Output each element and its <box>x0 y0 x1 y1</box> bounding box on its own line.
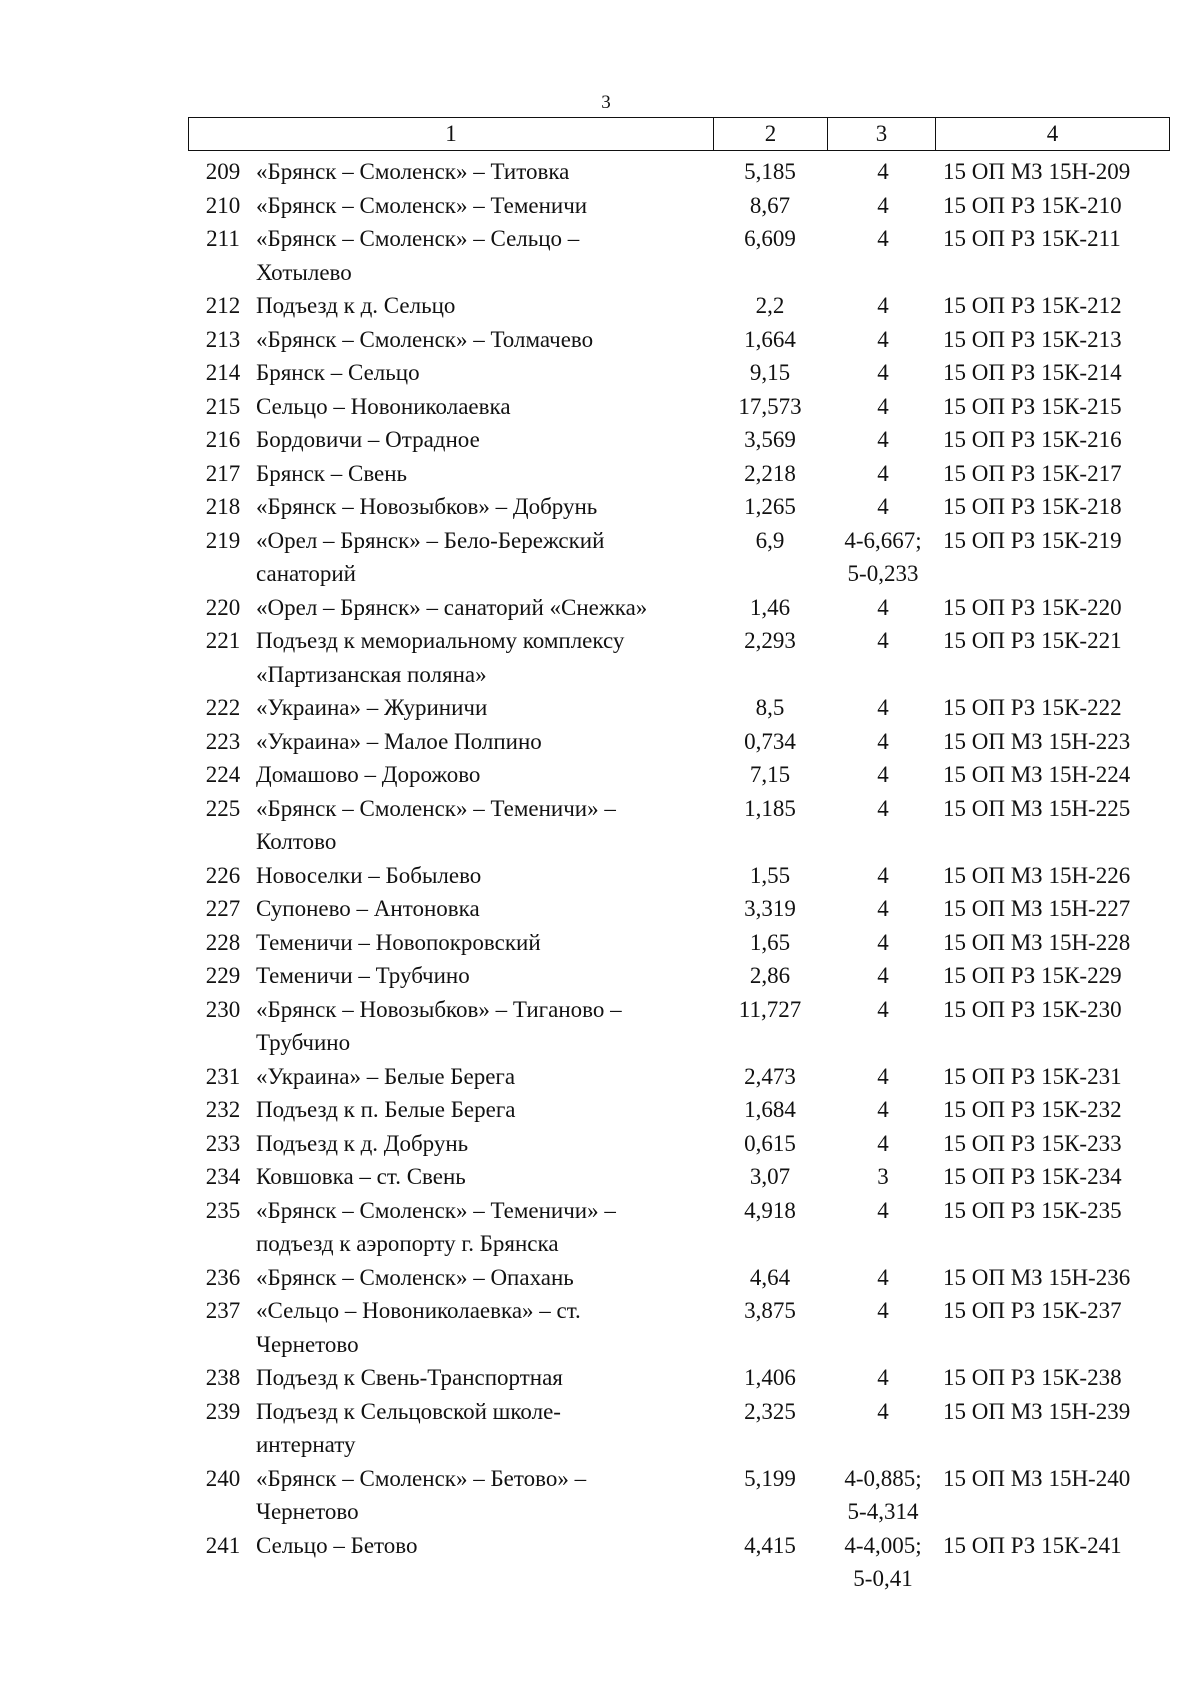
road-code: 15 ОП РЗ 15К-241 <box>943 1532 1122 1558</box>
table-row <box>190 1529 1180 1596</box>
row-number: 230 <box>205 996 241 1022</box>
road-category <box>829 155 937 189</box>
road-name-line: санаторий <box>256 561 356 586</box>
road-name-line: «Брянск – Смоленск» – Толмачево <box>256 326 594 352</box>
road-code: 15 ОП РЗ 15К-218 <box>943 494 1122 519</box>
road-code: 15 ОП МЗ 15Н-223 <box>943 728 1131 754</box>
road-category <box>829 1529 937 1596</box>
road-category <box>829 892 937 926</box>
road-length: 8,67 <box>749 192 791 218</box>
road-code: 15 ОП РЗ 15К-211 <box>943 226 1121 251</box>
road-category-line: 4 <box>877 728 889 754</box>
row-number: 221 <box>205 628 241 653</box>
road-name-line: Брянск – Сельцо <box>256 360 420 385</box>
road-length: 0,734 <box>744 728 796 754</box>
road-name <box>256 323 711 357</box>
road-length: 1,55 <box>749 862 791 888</box>
road-length: 5,199 <box>744 1465 796 1491</box>
road-name-line: «Украина» – Малое Полпино <box>256 728 542 754</box>
road-category-line: 3 <box>877 1164 889 1189</box>
road-category-line: 4 <box>877 1264 889 1290</box>
table-row <box>190 189 1180 223</box>
road-name <box>256 624 711 691</box>
road-category <box>829 725 937 759</box>
row-number: 217 <box>205 460 241 486</box>
road-length: 17,573 <box>738 393 802 419</box>
road-category <box>829 289 937 323</box>
road-name <box>256 591 711 625</box>
road-name-line: «Брянск – Смоленск» – Бетово» – <box>256 1465 587 1491</box>
road-category <box>829 859 937 893</box>
road-name <box>256 1529 711 1596</box>
road-category <box>829 792 937 859</box>
road-category-line: 4 <box>877 762 889 787</box>
road-category-line: 4 <box>877 393 889 419</box>
road-name <box>256 1160 711 1194</box>
road-name-line: Трубчино <box>256 1030 351 1055</box>
road-category <box>829 189 937 223</box>
road-category <box>829 1093 937 1127</box>
road-category-line: 4 <box>877 594 889 620</box>
row-number: 234 <box>205 1164 241 1189</box>
row-number: 223 <box>205 728 241 754</box>
table-row <box>190 1361 1180 1395</box>
road-name-line: «Брянск – Смоленск» – Теменичи <box>256 192 588 218</box>
road-code: 15 ОП РЗ 15К-235 <box>943 1197 1122 1223</box>
road-name-line: Брянск – Свень <box>256 460 408 486</box>
road-length: 3,875 <box>744 1298 796 1323</box>
row-number: 222 <box>205 695 241 720</box>
road-length: 1,65 <box>749 929 791 955</box>
road-name-line: Подъезд к Свень-Транспортная <box>256 1365 563 1390</box>
road-length: 2,325 <box>744 1398 796 1424</box>
road-category-line: 4 <box>877 996 889 1022</box>
table-row <box>190 423 1180 457</box>
row-number: 218 <box>205 494 241 519</box>
road-name-line: Домашово – Дорожово <box>256 762 481 787</box>
road-code: 15 ОП РЗ 15К-213 <box>943 326 1122 352</box>
page-number: 3 <box>601 92 611 113</box>
table-row <box>190 624 1180 691</box>
road-name-line: Подъезд к д. Добрунь <box>256 1130 469 1156</box>
road-code: 15 ОП МЗ 15Н-226 <box>943 862 1131 888</box>
table-row <box>190 1060 1180 1094</box>
road-category <box>829 624 937 691</box>
row-number: 236 <box>205 1264 241 1290</box>
row-number: 213 <box>205 326 241 352</box>
road-category-line: 4 <box>877 1063 889 1089</box>
road-category <box>829 524 937 591</box>
road-name <box>256 155 711 189</box>
road-name <box>256 926 711 960</box>
table-row <box>190 591 1180 625</box>
road-name <box>256 189 711 223</box>
road-name-line: «Орел – Брянск» – Бело-Бережский <box>256 527 605 553</box>
row-number: 239 <box>205 1398 241 1424</box>
road-category <box>829 490 937 524</box>
road-name-line: «Брянск – Новозыбков» – Тиганово – <box>256 996 622 1022</box>
table-row <box>190 993 1180 1060</box>
table-row <box>190 1261 1180 1295</box>
table-row <box>190 289 1180 323</box>
road-name <box>256 222 711 289</box>
road-name-line: Подъезд к п. Белые Берега <box>256 1097 516 1122</box>
road-name-line: Сельцо – Новониколаевка <box>256 393 511 419</box>
road-category-line: 4 <box>877 460 889 486</box>
road-length: 2,473 <box>744 1063 796 1089</box>
road-category <box>829 926 937 960</box>
road-category <box>829 323 937 357</box>
road-length: 2,86 <box>749 963 791 988</box>
road-code: 15 ОП РЗ 15К-210 <box>943 192 1122 218</box>
road-name-line: Ковшовка – ст. Свень <box>256 1164 466 1189</box>
road-category-line: 4 <box>877 293 889 318</box>
row-number: 219 <box>205 527 241 553</box>
road-code: 15 ОП РЗ 15К-212 <box>943 293 1122 318</box>
road-category-line: 4 <box>877 862 889 888</box>
row-number: 226 <box>205 862 241 888</box>
road-category <box>829 691 937 725</box>
road-category-line: 4 <box>877 1398 889 1424</box>
row-number: 215 <box>205 393 241 419</box>
table-row <box>190 457 1180 491</box>
road-name-line: Новоселки – Бобылево <box>256 862 482 888</box>
road-name-line: «Украина» – Журиничи <box>256 695 488 720</box>
road-length: 11,727 <box>738 996 802 1022</box>
road-length: 8,5 <box>755 695 785 720</box>
road-code: 15 ОП РЗ 15К-233 <box>943 1130 1122 1156</box>
road-category-line: 4 <box>877 628 889 653</box>
road-category <box>829 959 937 993</box>
road-category-line: 4 <box>877 1298 889 1323</box>
road-name <box>256 892 711 926</box>
road-name <box>256 725 711 759</box>
road-name-line: подъезд к аэропорту г. Брянска <box>256 1231 559 1256</box>
road-length: 4,918 <box>744 1197 796 1223</box>
road-name <box>256 289 711 323</box>
road-category <box>829 1127 937 1161</box>
road-name-line: «Партизанская поляна» <box>256 661 487 687</box>
road-name <box>256 1194 711 1261</box>
road-name-line: Подъезд к д. Сельцо <box>256 293 456 318</box>
road-code: 15 ОП МЗ 15Н-225 <box>943 795 1131 821</box>
road-name <box>256 1060 711 1094</box>
road-code: 15 ОП МЗ 15Н-228 <box>943 929 1131 955</box>
road-length: 5,185 <box>744 159 796 184</box>
row-number: 210 <box>205 192 241 218</box>
road-name <box>256 423 711 457</box>
table-row <box>190 356 1180 390</box>
road-length: 3,07 <box>749 1164 791 1189</box>
row-number: 233 <box>205 1130 241 1156</box>
row-number: 240 <box>205 1465 241 1491</box>
table-row <box>190 490 1180 524</box>
road-category-line: 4 <box>877 963 889 988</box>
road-category <box>829 1261 937 1295</box>
road-code: 15 ОП МЗ 15Н-236 <box>943 1264 1131 1290</box>
road-length: 6,609 <box>744 226 796 251</box>
road-category <box>829 1361 937 1395</box>
road-category-line: 4 <box>877 1365 889 1390</box>
row-number: 229 <box>205 963 241 988</box>
table-row <box>190 691 1180 725</box>
table-row <box>190 1093 1180 1127</box>
row-number: 237 <box>205 1298 241 1323</box>
road-name <box>256 959 711 993</box>
row-number: 235 <box>205 1197 241 1223</box>
road-name <box>256 1127 711 1161</box>
road-name-line: Хотылево <box>256 259 352 285</box>
road-category-line: 4-6,667; <box>844 527 922 553</box>
table-row <box>190 390 1180 424</box>
row-number: 231 <box>205 1063 241 1089</box>
road-length: 7,15 <box>749 762 791 787</box>
road-category-line: 4 <box>877 360 889 385</box>
table-row <box>190 1194 1180 1261</box>
table-body <box>190 155 1180 1596</box>
row-number: 224 <box>205 762 241 787</box>
road-category <box>829 390 937 424</box>
road-code: 15 ОП РЗ 15К-230 <box>943 996 1122 1022</box>
road-name <box>256 1261 711 1295</box>
row-number: 216 <box>205 427 241 452</box>
row-number: 220 <box>205 594 241 620</box>
road-length: 3,319 <box>744 896 796 921</box>
row-number: 214 <box>205 360 241 385</box>
road-name-line: интернату <box>256 1432 356 1457</box>
road-code: 15 ОП РЗ 15К-231 <box>943 1063 1122 1089</box>
road-category <box>829 758 937 792</box>
table-row <box>190 758 1180 792</box>
road-name <box>256 691 711 725</box>
road-length: 1,684 <box>744 1097 796 1122</box>
road-category <box>829 1194 937 1261</box>
road-name-line: «Сельцо – Новониколаевка» – ст. <box>256 1298 581 1323</box>
road-length: 1,46 <box>749 594 791 620</box>
road-category <box>829 1395 937 1462</box>
road-category-line: 4 <box>877 226 889 251</box>
table-row <box>190 859 1180 893</box>
table-row <box>190 1294 1180 1361</box>
road-category <box>829 993 937 1060</box>
header-col-4: 4 <box>1046 121 1059 146</box>
table-row <box>190 323 1180 357</box>
road-category-line: 4 <box>877 1130 889 1156</box>
road-code: 15 ОП РЗ 15К-216 <box>943 427 1122 452</box>
table-header <box>188 117 1170 151</box>
road-code: 15 ОП РЗ 15К-222 <box>943 695 1122 720</box>
road-name <box>256 792 711 859</box>
row-number: 228 <box>205 929 241 955</box>
road-length: 1,406 <box>744 1365 796 1390</box>
road-name-line: «Украина» – Белые Берега <box>256 1063 516 1089</box>
road-category <box>829 591 937 625</box>
road-length: 1,185 <box>744 795 796 821</box>
road-length: 1,664 <box>744 326 796 352</box>
road-name-line: Подъезд к Сельцовской школе- <box>256 1398 561 1424</box>
road-code: 15 ОП МЗ 15Н-240 <box>943 1465 1131 1491</box>
road-name <box>256 524 711 591</box>
row-number: 241 <box>205 1532 241 1558</box>
table-row <box>190 959 1180 993</box>
table-row <box>190 792 1180 859</box>
road-length: 1,265 <box>744 494 796 519</box>
road-name-line: Теменичи – Трубчино <box>256 963 470 988</box>
road-length: 2,218 <box>744 460 796 486</box>
road-length: 9,15 <box>749 360 791 385</box>
road-code: 15 ОП РЗ 15К-220 <box>943 594 1122 620</box>
road-code: 15 ОП РЗ 15К-234 <box>943 1164 1122 1189</box>
road-category <box>829 222 937 289</box>
row-number: 212 <box>205 293 241 318</box>
road-name-line: «Брянск – Смоленск» – Опахань <box>256 1264 574 1290</box>
road-category <box>829 1160 937 1194</box>
road-name-line: Теменичи – Новопокровский <box>256 929 541 955</box>
road-category-line: 5-0,233 <box>847 561 919 586</box>
road-category <box>829 1462 937 1529</box>
road-name-line: Бордовичи – Отрадное <box>256 427 480 452</box>
road-category-line: 4 <box>877 494 889 519</box>
road-length: 2,2 <box>755 293 785 318</box>
road-category <box>829 356 937 390</box>
road-length: 4,64 <box>749 1264 791 1290</box>
row-number: 238 <box>205 1365 241 1390</box>
road-code: 15 ОП МЗ 15Н-209 <box>943 159 1131 184</box>
road-category-line: 5-0,41 <box>853 1566 913 1591</box>
road-category-line: 5-4,314 <box>847 1499 919 1524</box>
road-code: 15 ОП РЗ 15К-229 <box>943 963 1122 988</box>
road-name-line: Супонево – Антоновка <box>256 896 480 921</box>
table-row <box>190 524 1180 591</box>
table-row <box>190 155 1180 189</box>
road-category-line: 4 <box>877 159 889 184</box>
road-category <box>829 423 937 457</box>
road-name <box>256 1462 711 1529</box>
table-row <box>190 1462 1180 1529</box>
road-name <box>256 1361 711 1395</box>
header-col-2: 2 <box>714 118 828 150</box>
road-category-line: 4 <box>877 427 889 452</box>
road-code: 15 ОП РЗ 15К-217 <box>943 460 1122 486</box>
road-name-line: Чернетово <box>256 1499 359 1524</box>
road-name <box>256 993 711 1060</box>
road-name-line: Подъезд к мемориальному комплексу <box>256 628 625 653</box>
road-name <box>256 859 711 893</box>
road-name <box>256 758 711 792</box>
road-name <box>256 457 711 491</box>
row-number: 232 <box>205 1097 241 1122</box>
road-code: 15 ОП РЗ 15К-237 <box>943 1298 1122 1323</box>
road-code: 15 ОП РЗ 15К-215 <box>943 393 1122 419</box>
road-name <box>256 390 711 424</box>
road-code: 15 ОП РЗ 15К-214 <box>943 360 1122 385</box>
road-name <box>256 356 711 390</box>
road-name <box>256 1294 711 1361</box>
road-category-line: 4 <box>877 695 889 720</box>
row-number: 227 <box>205 896 241 921</box>
road-category-line: 4 <box>877 326 889 352</box>
road-name-line: «Брянск – Смоленск» – Титовка <box>256 159 570 184</box>
table-row <box>190 1395 1180 1462</box>
road-name-line: «Брянск – Смоленск» – Теменичи» – <box>256 795 616 821</box>
row-number: 211 <box>206 226 240 251</box>
road-name-line: «Брянск – Новозыбков» – Добрунь <box>256 494 598 519</box>
road-length: 3,569 <box>744 427 796 452</box>
road-category-line: 4 <box>877 1097 889 1122</box>
road-length: 0,615 <box>744 1130 796 1156</box>
road-category <box>829 1060 937 1094</box>
road-name-line: «Орел – Брянск» – санаторий «Снежка» <box>256 594 648 620</box>
header-col-3: 3 <box>828 118 936 150</box>
road-code: 15 ОП РЗ 15К-232 <box>943 1097 1122 1122</box>
road-code: 15 ОП РЗ 15К-221 <box>943 628 1122 653</box>
road-category <box>829 457 937 491</box>
road-length: 2,293 <box>744 628 796 653</box>
table-row <box>190 1127 1180 1161</box>
road-category-line: 4-0,885; <box>844 1465 922 1491</box>
header-col-1: 1 <box>189 118 714 150</box>
road-name <box>256 1093 711 1127</box>
table-row <box>190 725 1180 759</box>
row-number: 209 <box>205 159 241 184</box>
table-row <box>190 1160 1180 1194</box>
road-category <box>829 1294 937 1361</box>
road-name <box>256 1395 711 1462</box>
road-category-line: 4 <box>877 896 889 921</box>
road-code: 15 ОП МЗ 15Н-227 <box>943 896 1131 921</box>
road-category-line: 4 <box>877 929 889 955</box>
road-code: 15 ОП МЗ 15Н-239 <box>943 1398 1131 1424</box>
road-category-line: 4 <box>877 1197 889 1223</box>
road-name-line: Сельцо – Бетово <box>256 1532 418 1558</box>
road-name-line: «Брянск – Смоленск» – Сельцо – <box>256 226 580 251</box>
road-name-line: Колтово <box>256 829 337 854</box>
road-category-line: 4-4,005; <box>844 1532 922 1558</box>
road-code: 15 ОП МЗ 15Н-224 <box>943 762 1131 787</box>
road-name-line: Чернетово <box>256 1331 359 1357</box>
road-code: 15 ОП РЗ 15К-219 <box>943 527 1122 553</box>
road-category-line: 4 <box>877 795 889 821</box>
road-name-line: «Брянск – Смоленск» – Теменичи» – <box>256 1197 616 1223</box>
road-length: 6,9 <box>755 527 785 553</box>
row-number: 225 <box>205 795 241 821</box>
road-code: 15 ОП РЗ 15К-238 <box>943 1365 1122 1390</box>
road-category-line: 4 <box>877 192 889 218</box>
table-row <box>190 222 1180 289</box>
road-name <box>256 490 711 524</box>
road-length: 4,415 <box>744 1532 796 1558</box>
table-row <box>190 926 1180 960</box>
table-row <box>190 892 1180 926</box>
